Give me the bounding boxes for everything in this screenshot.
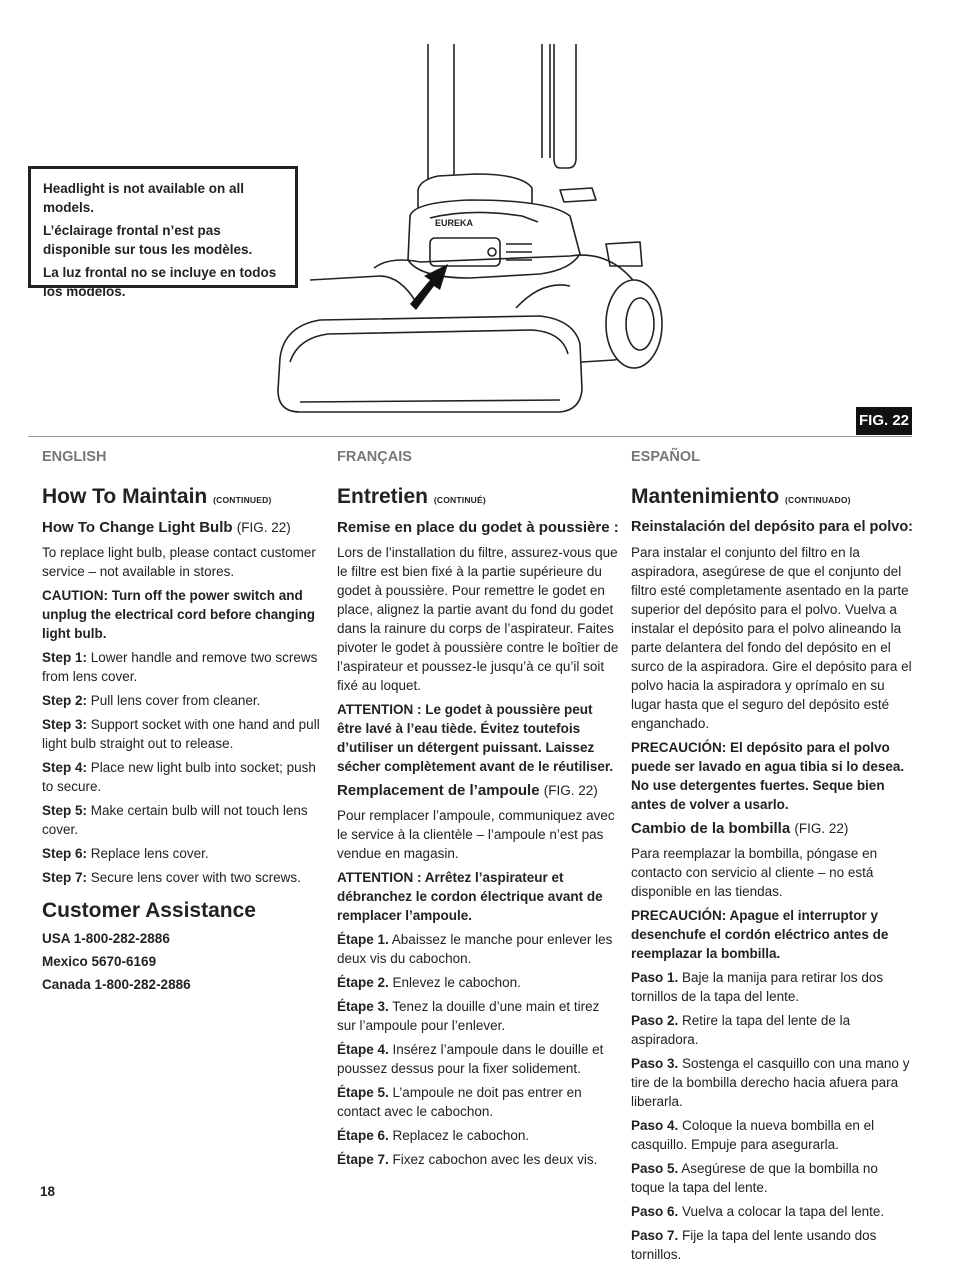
subsection-title-spanish-dustcup: Reinstalación del depósito para el polvo: bbox=[631, 519, 913, 535]
step-3-french: Étape 3. Tenez la douille d’une main et tirez sur l’ampoule pour l’enlever. bbox=[337, 999, 600, 1033]
section-title-spanish: Mantenimiento (CONTINUADO) bbox=[631, 485, 851, 508]
step-1-french: Étape 1. Abaissez le manche pour enlever les deux vis du cabochon. bbox=[337, 932, 613, 966]
attention-french-bulb: ATTENTION : Arrêtez l’aspirateur et débranchez le cordon électrique avant de remplacer l’ampoule. bbox=[337, 870, 603, 923]
step-4-spanish: Paso 4. Coloque la nueva bombilla en el casquillo. Empuje para asegurarla. bbox=[631, 1118, 875, 1152]
step-7-french: Étape 7. Fixez cabochon avec les deux vis. bbox=[337, 1152, 598, 1167]
step-5-english: Step 5: Make certain bulb will not touch lens cover. bbox=[42, 803, 308, 837]
french-column bbox=[337, 448, 619, 1174]
section-title-english: How To Maintain (CONTINUED) bbox=[42, 485, 272, 508]
phone-canada: Canada 1-800-282-2886 bbox=[42, 977, 191, 992]
paragraph-spanish-dustcup: Para instalar el conjunto del filtro en la aspiradora, asegúrese de que el conjunto del filtro esté completamente asentado en la parte superior del depósito para el polvo. Vuelva a instalar el depósito para el polvo alineando la parte delantera del fondo del depósito en el surco de la aspiradora. Gire el depósito para el polvo hacia la aspiradora y oprímalo en su lugar hasta que el seguro del depósito esté enganchado. bbox=[631, 545, 912, 731]
note-french: L’éclairage frontal n’est pas disponible sur tous les modèles. bbox=[43, 223, 253, 257]
step-5-spanish: Paso 5. Asegúrese de que la bombilla no toque la tapa del lente. bbox=[631, 1161, 878, 1195]
paragraph-spanish-bulb: Para reemplazar la bombilla, póngase en contacto con servicio al cliente – no está disponible en las tiendas. bbox=[631, 846, 878, 899]
step-4-english: Step 4: Place new light bulb into socket; push to secure. bbox=[42, 760, 316, 794]
phone-mexico: Mexico 5670-6169 bbox=[42, 954, 157, 969]
language-heading-english: ENGLISH bbox=[42, 449, 107, 465]
note-spanish: La luz frontal no se incluye en todos los modelos. bbox=[43, 265, 277, 299]
phone-usa: USA 1-800-282-2886 bbox=[42, 931, 170, 946]
paragraph-french-dustcup: Lors de l’installation du filtre, assurez-vous que le filtre est bien fixé à la partie supérieure du godet à poussière. Pour remettre le godet en place, alignez la partie avant du fond du godet dans la rainure du corps de l’aspirateur. Faites pivoter le godet à poussière contre le boîtier de l’aspirateur et poussez-le jusqu’à ce qu’il soit fixé au loquet. bbox=[337, 545, 619, 693]
headlight-note-box bbox=[28, 166, 298, 299]
step-5-french: Étape 5. L’ampoule ne doit pas entrer en contact avec le cabochon. bbox=[337, 1085, 582, 1119]
subsection-title-english: How To Change Light Bulb (FIG. 22) bbox=[42, 519, 291, 536]
intro-text-english: To replace light bulb, please contact customer service – not available in stores. bbox=[42, 545, 316, 579]
figure-label: FIG. 22 bbox=[856, 407, 912, 435]
step-2-spanish: Paso 2. Retire la tapa del lente de la aspiradora. bbox=[631, 1013, 851, 1047]
step-7-spanish: Paso 7. Fije la tapa del lente usando dos tornillos. bbox=[631, 1228, 877, 1262]
step-1-english: Step 1: Lower handle and remove two screws from lens cover. bbox=[42, 650, 318, 684]
caution-spanish-bulb: PRECAUCIÓN: Apague el interruptor y desenchufe el cordón eléctrico antes de reemplazar la bombilla. bbox=[631, 908, 889, 961]
caution-spanish-dustcup: PRECAUCIÓN: El depósito para el polvo puede ser lavado en agua tibia si lo desea. No use detergentes fuertes. Seque bien antes de volver a usarlo. bbox=[631, 740, 905, 812]
note-english: Headlight is not available on all models. bbox=[43, 181, 245, 215]
spanish-column bbox=[631, 448, 915, 1269]
paragraph-french-bulb: Pour remplacer l’ampoule, communiquez avec le service à la clientèle – l’ampoule n’est pas vendue en magasin. bbox=[337, 808, 615, 861]
caution-text-english: CAUTION: Turn off the power switch and unplug the electrical cord before changing light bulb. bbox=[42, 588, 316, 641]
step-7-english: Step 7: Secure lens cover with two screws. bbox=[42, 870, 301, 885]
section-divider bbox=[28, 436, 912, 437]
brand-logo-text: EUREKA bbox=[435, 218, 474, 228]
page-number: 18 bbox=[40, 1184, 56, 1199]
section-title-french: Entretien (CONTINUÉ) bbox=[337, 485, 486, 508]
subsection-title-french-bulb: Remplacement de l’ampoule (FIG. 22) bbox=[337, 782, 598, 799]
customer-assistance-title: Customer Assistance bbox=[42, 899, 256, 922]
language-heading-spanish: ESPAÑOL bbox=[631, 449, 701, 465]
step-6-spanish: Paso 6. Vuelva a colocar la tapa del lente. bbox=[631, 1204, 885, 1219]
language-heading-french: FRANÇAIS bbox=[337, 449, 412, 465]
subsection-title-french-dustcup: Remise en place du godet à poussière : bbox=[337, 519, 619, 536]
attention-french-dustcup: ATTENTION : Le godet à poussière peut être lavé à l’eau tiède. Évitez toutefois d’utiliser un détergent puissant. Laissez sécher complètement avant de le réutiliser. bbox=[337, 702, 614, 774]
subsection-title-spanish-bulb: Cambio de la bombilla (FIG. 22) bbox=[631, 820, 849, 837]
vacuum-illustration bbox=[270, 40, 670, 420]
step-2-english: Step 2: Pull lens cover from cleaner. bbox=[42, 693, 261, 708]
step-3-english: Step 3: Support socket with one hand and pull light bulb straight out to release. bbox=[42, 717, 320, 751]
step-2-french: Étape 2. Enlevez le cabochon. bbox=[337, 975, 521, 990]
step-1-spanish: Paso 1. Baje la manija para retirar los dos tornillos de la tapa del lente. bbox=[631, 970, 884, 1004]
step-3-spanish: Paso 3. Sostenga el casquillo con una mano y tire de la bombilla derecho hacia afuera para liberarla. bbox=[631, 1056, 910, 1109]
english-column bbox=[42, 448, 320, 998]
step-6-french: Étape 6. Replacez le cabochon. bbox=[337, 1128, 530, 1143]
step-4-french: Étape 4. Insérez l’ampoule dans le douille et poussez dessus pour la fixer solidement. bbox=[337, 1042, 604, 1076]
step-6-english: Step 6: Replace lens cover. bbox=[42, 846, 209, 861]
